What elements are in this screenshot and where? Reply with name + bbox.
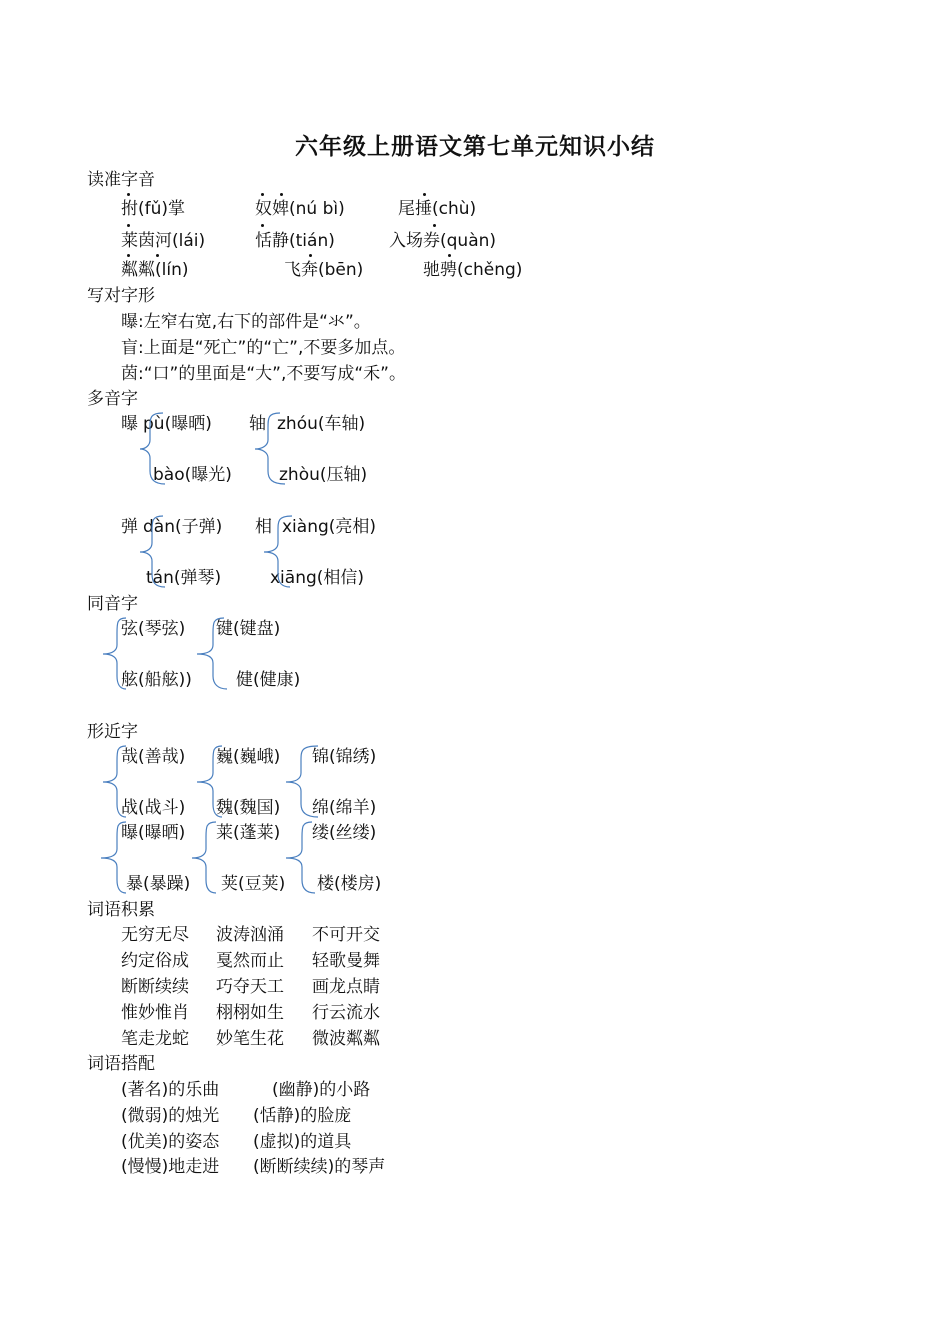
similar-char-item: 曝(曝晒) <box>121 823 186 843</box>
glyph-note: 盲:上面是“死亡”的“亡”,不要多加点。 <box>121 338 406 358</box>
collocation: (优美)的姿态 <box>121 1132 220 1152</box>
vocab-word: 戛然而止 <box>216 951 284 971</box>
collocation: (断断续续)的琴声 <box>253 1157 386 1177</box>
vocab-word: 微波粼粼 <box>312 1029 380 1049</box>
curly-brace <box>197 746 222 817</box>
vocab-word: 波涛汹涌 <box>216 925 284 945</box>
section-heading-polyphones: 多音字 <box>87 389 138 409</box>
polyphone-char: 曝 <box>121 414 138 434</box>
similar-char-item: 楼(楼房) <box>317 874 382 894</box>
glyph-note: 曝:左窄右宽,右下的部件是“氺”。 <box>121 312 371 332</box>
pronunciation-item: 拊(fǔ)掌 <box>121 199 186 219</box>
similar-char-item: 锦(锦绣) <box>312 747 377 767</box>
vocab-word: 巧夺天工 <box>216 977 284 997</box>
vocab-word: 画龙点睛 <box>312 977 380 997</box>
curly-brace <box>103 746 126 817</box>
page-title: 六年级上册语文第七单元知识小结 <box>295 134 655 160</box>
curly-brace <box>192 822 216 893</box>
curly-brace <box>197 618 227 689</box>
polyphone-reading: zhòu(压轴) <box>279 465 368 485</box>
polyphone-reading: pù(曝晒) <box>143 414 212 434</box>
vocab-word: 断断续续 <box>121 977 189 997</box>
section-heading-glyphs: 写对字形 <box>87 286 155 306</box>
vocab-word: 无穷无尽 <box>121 925 189 945</box>
pronunciation-item: 入场券(quàn) <box>389 231 497 251</box>
similar-char-item: 荚(豆荚) <box>221 874 286 894</box>
vocab-word: 笔走龙蛇 <box>121 1029 189 1049</box>
vocab-word: 不可开交 <box>312 925 380 945</box>
vocab-word: 栩栩如生 <box>216 1003 284 1023</box>
pronunciation-item: 莱茵河(lái) <box>121 231 206 251</box>
vocab-word: 行云流水 <box>312 1003 380 1023</box>
similar-char-item: 暴(暴躁) <box>126 874 191 894</box>
curly-brace <box>255 413 285 484</box>
polyphone-reading: tán(弹琴) <box>146 568 222 588</box>
collocation: (慢慢)地走进 <box>121 1157 220 1177</box>
collocation: (恬静)的脸庞 <box>253 1106 352 1126</box>
homophone-item: 弦(琴弦) <box>121 619 186 639</box>
collocation: (虚拟)的道具 <box>253 1132 352 1152</box>
vocab-word: 轻歌曼舞 <box>312 951 380 971</box>
homophone-item: 键(键盘) <box>216 619 281 639</box>
curly-brace <box>140 413 165 484</box>
polyphone-char: 轴 <box>249 414 266 434</box>
similar-char-item: 巍(巍峨) <box>216 747 281 767</box>
section-heading-vocabulary: 词语积累 <box>87 900 155 920</box>
pronunciation-item: 奴婢(nú bì) <box>255 199 345 219</box>
homophone-item: 舷(船舷)) <box>121 670 192 690</box>
curly-brace <box>264 516 292 587</box>
pronunciation-item: 飞奔(bēn) <box>284 260 364 280</box>
pronunciation-item: 驰骋(chěng) <box>423 260 523 280</box>
glyph-note: 茵:“口”的里面是“大”,不要写成“禾”。 <box>121 364 406 384</box>
polyphone-reading: dàn(子弹) <box>143 517 223 537</box>
pronunciation-item: 粼粼(lín) <box>121 260 189 280</box>
curly-brace <box>101 822 126 893</box>
section-heading-collocations: 词语搭配 <box>87 1054 155 1074</box>
section-heading-similar-chars: 形近字 <box>87 722 138 742</box>
similar-char-item: 绵(绵羊) <box>312 798 377 818</box>
polyphone-reading: bào(曝光) <box>153 465 232 485</box>
similar-char-item: 战(战斗) <box>121 798 186 818</box>
vocab-word: 妙笔生花 <box>216 1029 284 1049</box>
similar-char-item: 哉(善哉) <box>121 747 186 767</box>
polyphone-reading: xiàng(亮相) <box>282 517 377 537</box>
polyphone-reading: zhóu(车轴) <box>277 414 366 434</box>
similar-char-item: 缕(丝缕) <box>312 823 377 843</box>
vocab-word: 约定俗成 <box>121 951 189 971</box>
curly-brace <box>140 516 165 587</box>
similar-char-item: 魏(魏国) <box>216 798 281 818</box>
collocation: (著名)的乐曲 <box>121 1080 220 1100</box>
homophone-item: 健(健康) <box>236 670 301 690</box>
polyphone-char: 弹 <box>121 517 138 537</box>
similar-char-item: 莱(蓬莱) <box>216 823 281 843</box>
collocation: (幽静)的小路 <box>272 1080 371 1100</box>
polyphone-reading: xiāng(相信) <box>270 568 365 588</box>
section-heading-pronunciation: 读准字音 <box>87 170 155 190</box>
pronunciation-item: 尾捶(chù) <box>398 199 477 219</box>
curly-brace <box>103 618 126 689</box>
collocation: (微弱)的烛光 <box>121 1106 220 1126</box>
pronunciation-item: 恬静(tián) <box>255 231 335 251</box>
polyphone-char: 相 <box>255 517 272 537</box>
curly-brace <box>286 822 315 893</box>
section-heading-homophones: 同音字 <box>87 594 138 614</box>
curly-brace <box>286 746 318 817</box>
vocab-word: 惟妙惟肖 <box>121 1003 189 1023</box>
